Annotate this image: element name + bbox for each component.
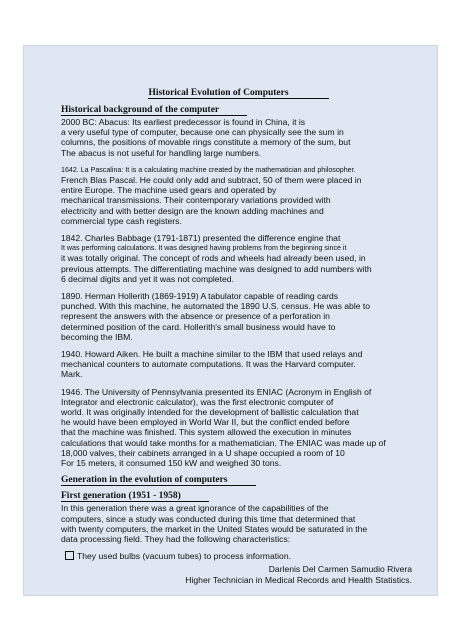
signature-block	[61, 564, 412, 585]
paragraph-2000bc: 2000 BC: Abacus: Its earliest predecessor is found in China, it is a very useful type of computer, because one can physically see the sum in columns, the positions of movable rings constitute a memory of the sum, but The abacus is not useful for handling large numbers.	[61, 117, 351, 158]
signature-title: Higher Technician in Medical Records and Health Statistics.	[185, 574, 412, 585]
paragraph-1842: 1842. Charles Babbage (1791-1871) presented the difference engine that It was performing calculations. It was designed having problems from the beginning since it it was totally original. The concept of rods and wheels had already been used, in previous attempts. The differentiating machine was designed to add numbers with 6 decimal digits and yet it was not completed.	[61, 233, 372, 284]
paragraph-first-generation: In this generation there was a great ignorance of the capabilities of the computers, since a study was conducted during this time that determined that with twenty computers, the market in the United States would be saturated in the data processing field. They had the following characteristics:	[61, 503, 368, 544]
document-content	[61, 88, 416, 585]
section-heading-generation: Generation in the evolution of computers	[61, 475, 416, 485]
paragraph-1946: 1946. The University of Pennsylvania presented its ENIAC (Acronym in English of Integrator and electronic calculator), was the first electronic computer of world. It was originally intended for the development of ballistic calculation that he would have been employed in World War II, but the conflict ended before that the machine was finished. This system allowed the execution in minutes calculations that would take months for a mathematician. The ENIAC was made up of 18,000 valves, their cabinets arranged in a U shape occupied a room of 10 For 15 meters, it consumed 150 kW and weighed 30 tons.	[61, 386, 386, 469]
checkbox-bullet-icon	[65, 551, 74, 560]
section-heading-historical-background: Historical background of the computer	[61, 105, 416, 115]
bullet-item: They used bulbs (vacuum tubes) to process information.	[65, 551, 416, 561]
paragraph-1940: 1940. Howard Aiken. He built a machine similar to the IBM that used relays and mechanical counters to automate computations. It was the Harvard computer. Mark.	[61, 349, 363, 380]
section-heading-first-generation: First generation (1951 - 1958)	[61, 491, 416, 501]
page	[8, 36, 458, 594]
paragraph-1642: 1642. La Pascalina: It is a calculating machine created by the mathematician and philosopher. French Blas Pascal. He could only add and subtract, 50 of them were placed in entire Europe. The machine used gears and operated by mechanical transmissions. Their contemporary variations provided with electricity and with better design are the known adding machines and commercial type cash registers.	[61, 165, 362, 226]
paragraph-1890: 1890. Herman Hollerith (1869-1919) A tabulator capable of reading cards punched. With this machine, he automated the 1890 U.S. census. He was able to represent the answers with the absence or presence of a perforation in determined position of the card. Hollerith's small business would have to becoming the IBM.	[61, 291, 371, 342]
signature-name: Darlenis Del Carmen Samudio Rivera	[268, 564, 412, 575]
document-title: Historical Evolution of Computers	[61, 88, 416, 98]
